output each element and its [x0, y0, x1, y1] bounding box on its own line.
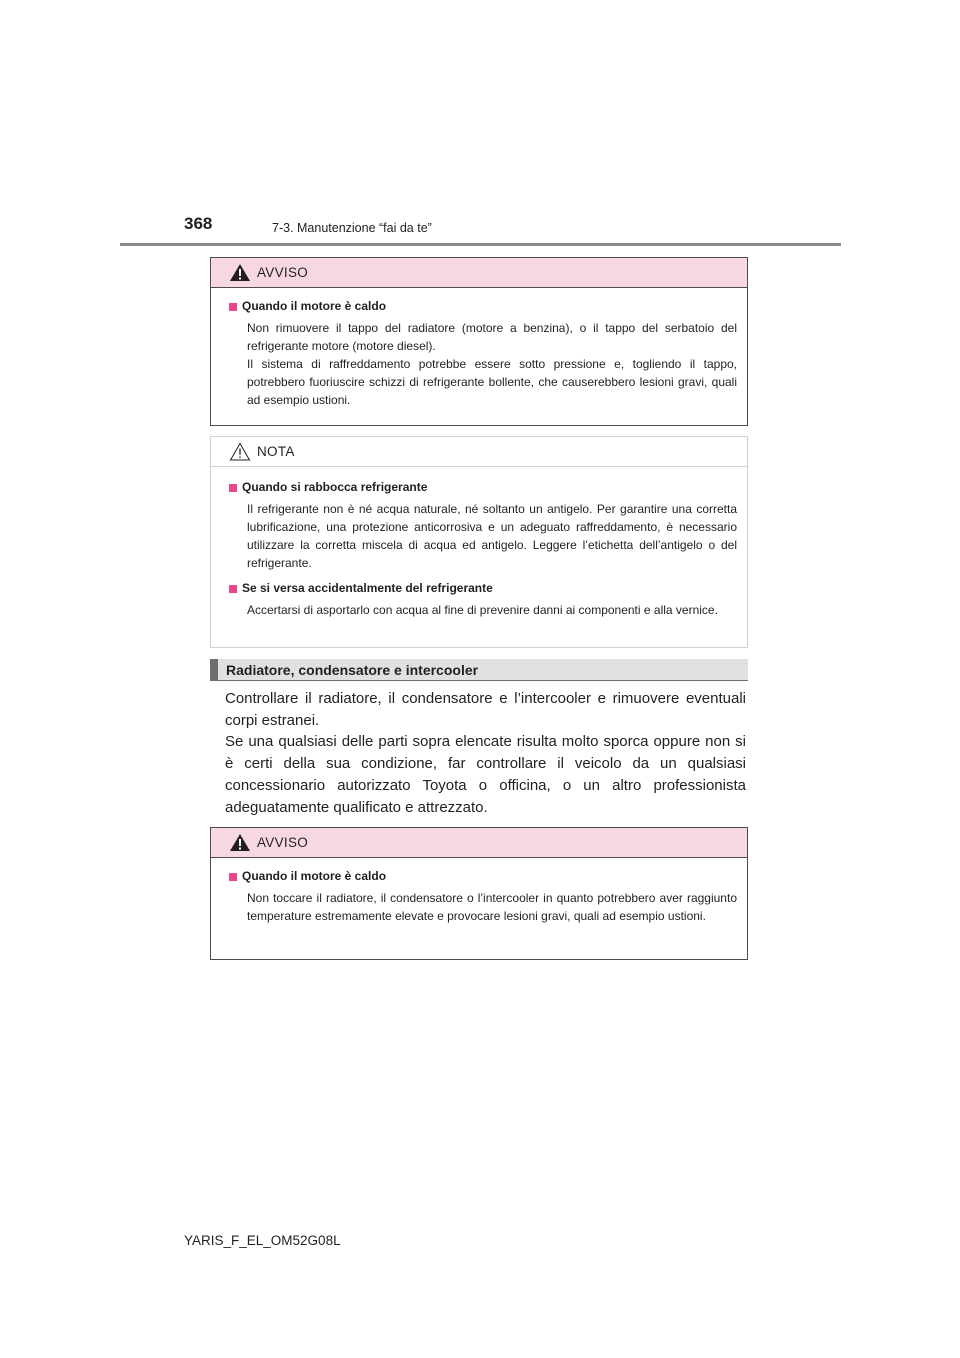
notice-title: NOTA [257, 444, 295, 459]
warning-header [211, 258, 747, 288]
warning-box-2 [210, 827, 748, 960]
square-bullet-icon [229, 873, 237, 881]
section-body [225, 688, 746, 818]
item-text: Il sistema di raffreddamento potrebbe essere sotto pressione e, togliendo il tappo, potrebbero fuoriuscire schizzi di refrigerante bollente, che causerebbero lesioni gravi, quali ad esempio ustioni. [247, 357, 737, 407]
warning-triangle-icon [229, 833, 251, 852]
body-paragraph: Se una qualsiasi delle parti sopra elencate risulta molto sporca oppure non si è certi della sua condizione, far controllare il veicolo da un qualsiasi concessionario autorizzato Toyota o officina, o un altro professionista adeguatamente qualificato e attrezzato. [225, 733, 746, 816]
item-text: Il refrigerante non è né acqua naturale, né soltanto un antigelo. Per garantire una corretta lubrificazione, una protezione anticorrosiva e un adeguato raffreddamento, è necessario utilizzare la corretta miscela di acqua ed antigelo. Leggere l’etichetta dell’antigelo o del refrigerante. [247, 502, 737, 570]
chapter-reference: 7-3. Manutenzione “fai da te” [272, 221, 432, 235]
square-bullet-icon [229, 303, 237, 311]
square-bullet-icon [229, 585, 237, 593]
item-heading: Quando si rabbocca refrigerante [242, 480, 428, 494]
warning-item [229, 868, 737, 925]
notice-item [229, 580, 737, 619]
item-text: Accertarsi di asportarlo con acqua al fine di prevenire danni ai componenti e alla vernice. [247, 603, 718, 617]
document-code: YARIS_F_EL_OM52G08L [184, 1233, 341, 1248]
warning-triangle-icon [229, 263, 251, 282]
item-text: Non rimuovere il tappo del radiatore (motore a benzina), o il tappo del serbatoio del refrigerante motore (motore diesel). [247, 321, 737, 353]
body-paragraph: Controllare il radiatore, il condensatore e l’intercooler e rimuovere eventuali corpi estranei. [225, 690, 746, 729]
page-number: 368 [184, 214, 213, 233]
warning-header [211, 828, 747, 858]
warning-title: AVVISO [257, 835, 309, 850]
notice-box [210, 436, 748, 648]
item-heading: Quando il motore è caldo [242, 299, 387, 313]
section-heading: Radiatore, condensatore e intercooler [210, 659, 748, 681]
header-rule [120, 243, 841, 246]
square-bullet-icon [229, 484, 237, 492]
notice-header [211, 437, 747, 467]
item-heading: Se si versa accidentalmente del refrigerante [242, 581, 493, 595]
warning-title: AVVISO [257, 265, 309, 280]
item-text: Non toccare il radiatore, il condensatore o l’intercooler in quanto potrebbero aver raggiunto temperature estremamente elevate e provocare lesioni gravi, quali ad esempio ustioni. [247, 891, 737, 923]
notice-triangle-icon [229, 442, 251, 461]
item-heading: Quando il motore è caldo [242, 869, 387, 883]
notice-item [229, 479, 737, 572]
warning-item [229, 298, 737, 409]
warning-box-1 [210, 257, 748, 426]
